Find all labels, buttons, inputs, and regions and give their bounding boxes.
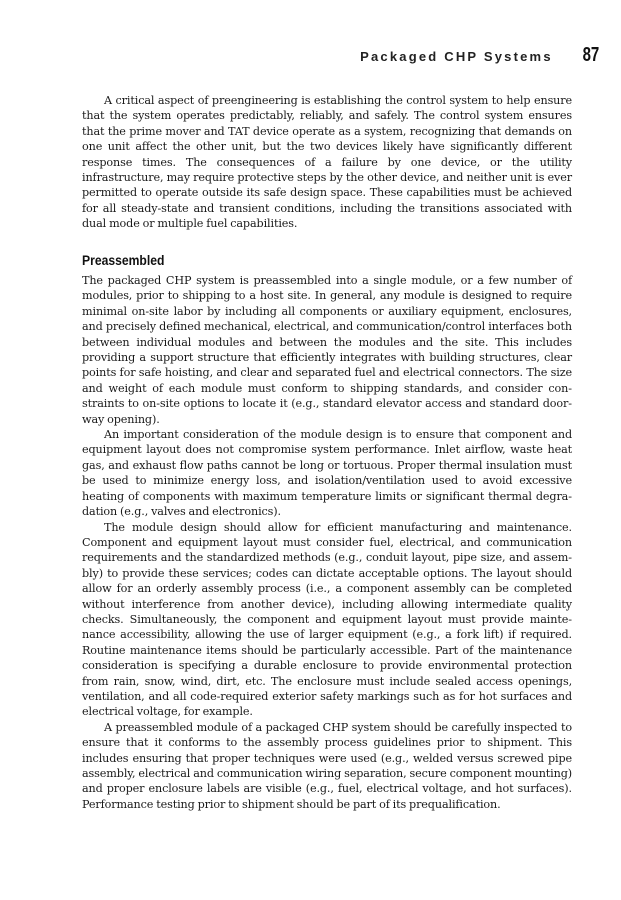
section-body: [82, 273, 572, 812]
body-paragraph-1: The packaged CHP system is preassembled into a single module, or a few number of modules, prior to shipping to a host site. In general, any module is designed to require minimal on-site labor by including all components or auxiliary equipment, enclosures, and precisely defined mechanical, electrical, and communication/control interfaces both between individual modules and between the modules and the site. This includes providing a support structure that efficiently integrates with building structures, clear points for safe hoisting, and clear and separated fuel and electrical connectors. The size and weight of each module must conform to shipping standards, and consider constraints to on-site options to locate it (e.g., standard elevator access and standard doorway opening).: [82, 274, 572, 426]
body-paragraph-4: A preassembled module of a packaged CHP system should be carefully inspected to ensure that it conforms to the assembly process guidelines prior to shipment. This includes ensuring that proper techniques were used (e.g., welded versus screwed pipe assembly, electrical and communication wiring separation, secure component mounting) and proper enclosure labels are visible (e.g., fuel, electrical voltage, and hot surfaces). Performance testing prior to shipment should be part of its prequalification.: [82, 720, 572, 811]
running-head: [360, 44, 599, 67]
section-heading: Preassembled: [82, 253, 165, 268]
body-paragraph-3: The module design should allow for efficient manufacturing and maintenance. Component and equipment layout must consider fuel, electrical, and communication requirements and the standardized methods (e.g., conduit layout, pipe size, and assembly) to provide these services; codes can dictate acceptable options. The layout should allow for an orderly assembly process (i.e., a component assembly can be completed without interference from another device), including allowing intermediate quality checks. Simultaneously, the component and equipment layout must provide maintenance accessibility, allowing the use of larger equipment (e.g., a fork lift) if required. Routine maintenance items should be particularly accessible. Part of the maintenance consideration is specifying a durable enclosure to provide environmental protection from rain, snow, wind, dirt, etc. The enclosure must include sealed access openings, ventilation, and all code-required exterior safety markings such as for hot surfaces and electrical voltage, for example.: [82, 520, 572, 719]
intro-block: [82, 93, 572, 232]
running-title: Packaged CHP Systems: [360, 49, 553, 64]
body-paragraph-2: An important consideration of the module design is to ensure that component and equipment layout does not compromise system performance. Inlet airflow, waste heat gas, and exhaust flow paths cannot be long or tortuous. Proper thermal insulation must be used to minimize energy loss, and isolation/ventilation used to avoid excessive heating of components with maximum temperature limits or significant thermal degradation (e.g., valves and electronics).: [82, 428, 572, 519]
page-number: 87: [582, 44, 599, 66]
intro-paragraph: A critical aspect of preengineering is establishing the control system to help ensure that the system operates predictably, reliably, and safely. The control system ensures that the prime mover and TAT device operate as a system, recognizing that demands on one unit affect the other unit, but the two devices likely have significantly different response times. The consequences of a failure by one device, or the utility infrastructure, may require protective steps by the other device, and neither unit is ever permitted to operate outside its safe design space. These capabilities must be achieved for all steady-state and transient conditions, including the transitions associated with dual mode or multiple fuel capabilities.: [82, 94, 572, 231]
